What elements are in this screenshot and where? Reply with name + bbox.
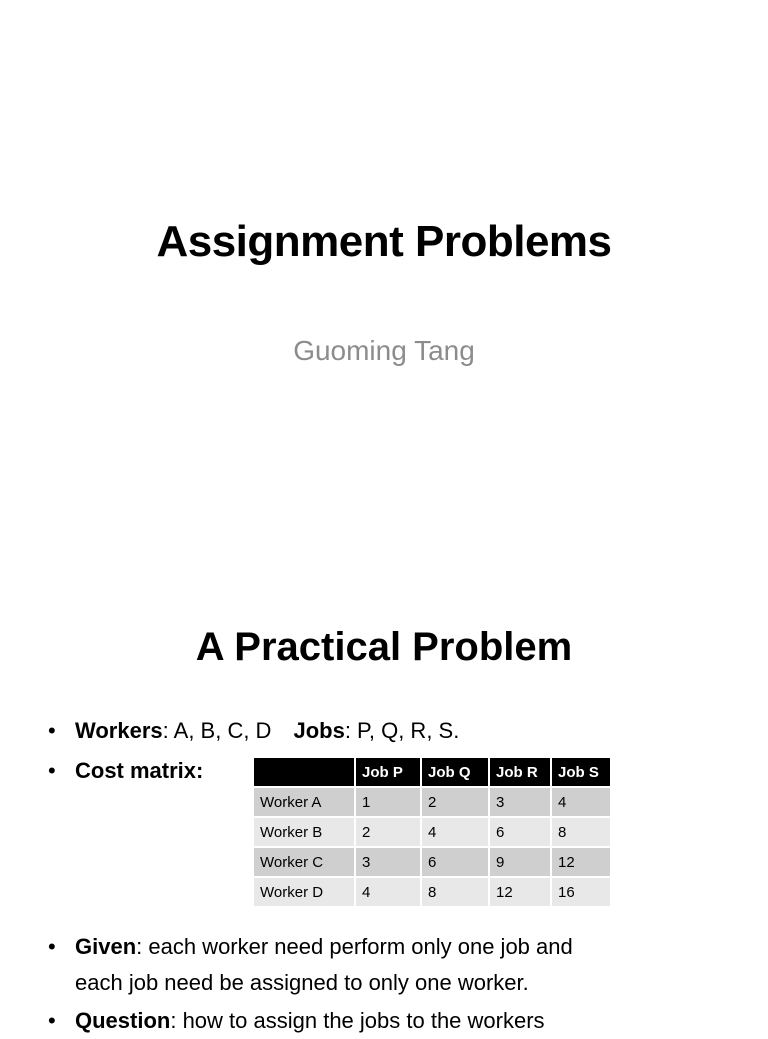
slide-heading: A Practical Problem — [195, 625, 573, 669]
table-cell: 2 — [421, 787, 489, 817]
table-cell: 3 — [355, 847, 421, 877]
table-cell: 4 — [355, 877, 421, 907]
table-cell: 9 — [489, 847, 551, 877]
table-cell: 1 — [355, 787, 421, 817]
cost-matrix-table — [252, 756, 612, 908]
bullet-text: Question: how to assign the jobs to the workers — [75, 1008, 545, 1033]
table-cell: Worker B — [253, 817, 355, 847]
table-header-cell: Job Q — [421, 757, 489, 787]
table-row — [253, 787, 611, 817]
table-cell: 6 — [421, 847, 489, 877]
table-cell: 16 — [551, 877, 611, 907]
table-cell: 8 — [551, 817, 611, 847]
bullet-dot: • — [48, 758, 56, 783]
bullet-dot: • — [48, 934, 56, 959]
table-cell: 4 — [421, 817, 489, 847]
table-cell: Worker A — [253, 787, 355, 817]
table-cell: 2 — [355, 817, 421, 847]
content-slide — [0, 580, 768, 1033]
table-header-cell: Job R — [489, 757, 551, 787]
table-header-cell — [253, 757, 355, 787]
table-row — [253, 877, 611, 907]
cost-matrix-label: Cost matrix: — [75, 758, 204, 783]
table-cell: Worker C — [253, 847, 355, 877]
author-name: Guoming Tang — [293, 335, 475, 366]
table-cell: Worker D — [253, 877, 355, 907]
bullet-text: Workers: A, B, C, D Jobs: P, Q, R, S. — [75, 718, 460, 743]
table-header-cell: Job S — [551, 757, 611, 787]
bullet-text: Given: each worker need perform only one job and each job need be assigned to only one worker. — [75, 934, 573, 995]
table-cell: 12 — [551, 847, 611, 877]
table-cell: 8 — [421, 877, 489, 907]
table-header-cell: Job P — [355, 757, 421, 787]
bullet-dot: • — [48, 718, 56, 743]
table-row — [253, 847, 611, 877]
table-header-row — [253, 757, 611, 787]
table-cell: 6 — [489, 817, 551, 847]
slide-title: Assignment Problems — [156, 217, 612, 266]
table-cell: 3 — [489, 787, 551, 817]
table-cell: 4 — [551, 787, 611, 817]
table-row — [253, 817, 611, 847]
table-cell: 12 — [489, 877, 551, 907]
bullet-dot: • — [48, 1008, 56, 1033]
